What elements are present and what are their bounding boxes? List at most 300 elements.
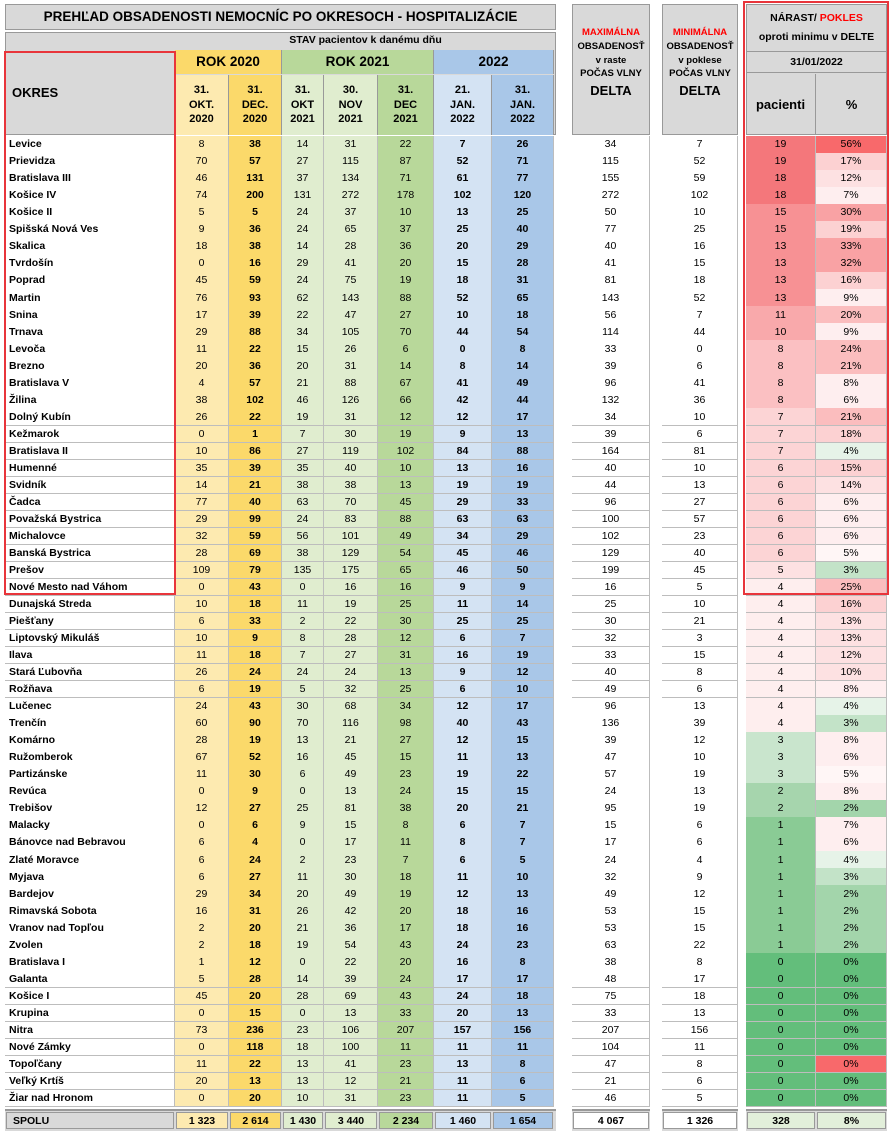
cell-value: 16%	[816, 596, 887, 614]
cell-value: 47	[572, 749, 650, 767]
cell-value: 39	[229, 460, 282, 478]
cell-value: 15%	[816, 460, 887, 478]
date-header-line: 31.	[294, 83, 311, 96]
cell-value: 21	[378, 1073, 434, 1091]
cell-value: 57	[229, 374, 282, 392]
cell-value: 7%	[816, 187, 887, 205]
cell-value: 11	[175, 647, 229, 665]
date-header	[378, 75, 434, 135]
cell-value: 7	[746, 443, 816, 461]
cell-value: 207	[572, 1022, 650, 1040]
cell-value: 21	[324, 732, 378, 750]
cell-value: 14	[492, 357, 554, 375]
cell-value: 15	[662, 647, 738, 665]
date-header-line: OKT.	[188, 98, 215, 111]
cell-value: 20	[282, 357, 324, 375]
cell-value: 54	[324, 936, 378, 954]
cell-value: 18	[434, 272, 492, 290]
cell-value: 75	[572, 988, 650, 1006]
cell-value: 156	[492, 1022, 554, 1040]
cell-value: 69	[324, 988, 378, 1006]
cell-value: 9	[492, 579, 554, 597]
cell-value: 49	[324, 766, 378, 784]
cell-value: 13	[434, 204, 492, 222]
cell-value: 18%	[816, 426, 887, 444]
cell-value: 1	[229, 426, 282, 444]
cell-value: 134	[324, 170, 378, 188]
cell-value: 12	[175, 800, 229, 818]
cell-value: 4	[746, 647, 816, 665]
year-header: ROK 2020	[175, 50, 282, 74]
cell-value: 12	[229, 953, 282, 971]
cell-value: 24	[378, 783, 434, 801]
cell-value: 18	[434, 902, 492, 920]
cell-value: 13	[492, 1005, 554, 1023]
min-header-l2: OBSADENOSŤ	[666, 40, 734, 52]
cell-value: 25	[572, 596, 650, 614]
cell-value: 52	[229, 749, 282, 767]
cell-value: 33	[378, 1005, 434, 1023]
cell-value: 41	[572, 255, 650, 273]
cell-value: 36	[229, 221, 282, 239]
cell-value: 104	[572, 1039, 650, 1057]
cell-value: 119	[324, 443, 378, 461]
cell-value: 8%	[816, 681, 887, 699]
cell-value: 44	[434, 323, 492, 341]
cell-value: 75	[324, 272, 378, 290]
cell-value: 63	[282, 494, 324, 512]
cell-value: 36	[229, 357, 282, 375]
cell-value: 56	[572, 306, 650, 324]
cell-value: 24	[572, 851, 650, 869]
total-value: 2 614	[230, 1112, 281, 1129]
cell-value: 30%	[816, 204, 887, 222]
cell-value: 15	[572, 817, 650, 835]
cell-value: 109	[175, 562, 229, 580]
district-name: Levice	[5, 136, 175, 154]
district-name: Levoča	[5, 340, 175, 358]
cell-value: 14	[282, 238, 324, 256]
cell-value: 19	[229, 681, 282, 699]
cell-value: 2	[282, 613, 324, 631]
cell-value: 12	[378, 630, 434, 648]
cell-value: 29	[492, 528, 554, 546]
total-value: 1 323	[176, 1112, 228, 1129]
district-name: Rožňava	[5, 681, 175, 699]
cell-value: 5%	[816, 766, 887, 784]
cell-value: 15	[378, 749, 434, 767]
cell-value: 29	[175, 511, 229, 529]
cell-value: 6	[662, 1073, 738, 1091]
cell-value: 36	[324, 919, 378, 937]
cell-value: 18	[229, 596, 282, 614]
cell-value: 115	[572, 153, 650, 171]
cell-value: 1	[746, 902, 816, 920]
cell-value: 13	[378, 664, 434, 682]
cell-value: 10	[378, 204, 434, 222]
cell-value: 11	[746, 306, 816, 324]
cell-value: 19	[434, 477, 492, 495]
district-name: Kežmarok	[5, 426, 175, 444]
cell-value: 25%	[816, 579, 887, 597]
cell-value: 33	[572, 647, 650, 665]
cell-value: 1	[746, 919, 816, 937]
cell-value: 0	[175, 579, 229, 597]
cell-value: 30	[229, 766, 282, 784]
cell-value: 23	[324, 851, 378, 869]
date-header-line: 2021	[338, 113, 363, 126]
cell-value: 24	[282, 272, 324, 290]
cell-value: 8	[662, 1056, 738, 1074]
district-name: Trnava	[5, 323, 175, 341]
district-name: Lučenec	[5, 698, 175, 716]
district-name: Partizánske	[5, 766, 175, 784]
cell-value: 6	[175, 868, 229, 886]
cell-value: 129	[572, 545, 650, 563]
district-name: Myjava	[5, 868, 175, 886]
cell-value: 28	[492, 255, 554, 273]
cell-value: 88	[229, 323, 282, 341]
cell-value: 0	[746, 1022, 816, 1040]
district-name: Zlaté Moravce	[5, 851, 175, 869]
cell-value: 44	[572, 477, 650, 495]
cell-value: 11	[434, 596, 492, 614]
cell-value: 34	[434, 528, 492, 546]
cell-value: 0%	[816, 1039, 887, 1057]
cell-value: 1	[746, 868, 816, 886]
cell-value: 0	[746, 1039, 816, 1057]
cell-value: 120	[492, 187, 554, 205]
cell-value: 4%	[816, 443, 887, 461]
cell-value: 23	[378, 1056, 434, 1074]
cell-value: 0	[282, 1005, 324, 1023]
cell-value: 38	[378, 800, 434, 818]
date-header-line: 2020	[189, 113, 214, 126]
cell-value: 2	[746, 783, 816, 801]
cell-value: 22	[324, 613, 378, 631]
cell-value: 157	[434, 1022, 492, 1040]
cell-value: 31	[492, 272, 554, 290]
cell-value: 90	[229, 715, 282, 733]
district-name: Brezno	[5, 357, 175, 375]
cell-value: 8	[746, 374, 816, 392]
cell-value: 0	[746, 1073, 816, 1091]
cell-value: 1	[175, 953, 229, 971]
cell-value: 24	[572, 783, 650, 801]
cell-value: 24	[282, 664, 324, 682]
cell-value: 9	[434, 426, 492, 444]
cell-value: 27	[229, 800, 282, 818]
cell-value: 207	[378, 1022, 434, 1040]
cell-value: 7	[662, 306, 738, 324]
cell-value: 43	[378, 988, 434, 1006]
total-value: 8%	[817, 1112, 886, 1129]
total-value: 4 067	[573, 1112, 649, 1129]
year-header: ROK 2021	[282, 50, 434, 74]
cell-value: 18	[662, 272, 738, 290]
cell-value: 10	[492, 681, 554, 699]
date-header-line: 31.	[247, 83, 263, 96]
cell-value: 102	[378, 443, 434, 461]
cell-value: 23	[282, 1022, 324, 1040]
cell-value: 81	[324, 800, 378, 818]
cell-value: 0	[175, 255, 229, 273]
cell-value: 19%	[816, 221, 887, 239]
date-header-line: 2022	[450, 113, 475, 126]
cell-value: 132	[572, 391, 650, 409]
cell-value: 13	[378, 477, 434, 495]
district-name: Banská Bystrica	[5, 545, 175, 563]
district-name: Vranov nad Topľou	[5, 919, 175, 937]
cell-value: 0	[175, 1090, 229, 1108]
cell-value: 2	[175, 936, 229, 954]
cell-value: 5	[175, 970, 229, 988]
cell-value: 79	[229, 562, 282, 580]
cell-value: 19	[662, 800, 738, 818]
cell-value: 96	[572, 698, 650, 716]
cell-value: 15	[662, 255, 738, 273]
cell-value: 32	[572, 868, 650, 886]
cell-value: 13	[662, 477, 738, 495]
district-name: Bardejov	[5, 885, 175, 903]
cell-value: 4	[746, 715, 816, 733]
cell-value: 3%	[816, 715, 887, 733]
cell-value: 105	[324, 323, 378, 341]
cell-value: 43	[229, 579, 282, 597]
cell-value: 13	[746, 272, 816, 290]
cell-value: 33	[229, 613, 282, 631]
cell-value: 21	[492, 800, 554, 818]
cell-value: 5%	[816, 545, 887, 563]
cell-value: 200	[229, 187, 282, 205]
cell-value: 16	[492, 460, 554, 478]
cell-value: 45	[434, 545, 492, 563]
cell-value: 21%	[816, 357, 887, 375]
cell-value: 25	[492, 613, 554, 631]
cell-value: 0	[175, 783, 229, 801]
cell-value: 99	[229, 511, 282, 529]
cell-value: 22	[229, 408, 282, 426]
cell-value: 0	[746, 988, 816, 1006]
cell-value: 57	[662, 511, 738, 529]
cell-value: 26	[175, 408, 229, 426]
cell-value: 39	[572, 357, 650, 375]
cell-value: 11	[175, 766, 229, 784]
cell-value: 45	[324, 749, 378, 767]
cell-value: 60	[175, 715, 229, 733]
cell-value: 11	[434, 1073, 492, 1091]
cell-value: 5	[175, 204, 229, 222]
cell-value: 20	[175, 1073, 229, 1091]
cell-value: 71	[378, 170, 434, 188]
district-name: Prievidza	[5, 153, 175, 171]
cell-value: 44	[492, 391, 554, 409]
cell-value: 6	[746, 460, 816, 478]
cell-value: 17	[434, 970, 492, 988]
cell-value: 9	[282, 817, 324, 835]
cell-value: 13%	[816, 630, 887, 648]
district-name: Košice II	[5, 204, 175, 222]
cell-value: 6	[746, 494, 816, 512]
cell-value: 45	[378, 494, 434, 512]
cell-value: 16	[229, 255, 282, 273]
cell-value: 4	[746, 613, 816, 631]
cell-value: 20	[434, 1005, 492, 1023]
cell-value: 6	[175, 681, 229, 699]
cell-value: 26	[175, 664, 229, 682]
cell-value: 14	[282, 970, 324, 988]
cell-value: 16	[378, 579, 434, 597]
cell-value: 0	[662, 340, 738, 358]
cell-value: 8	[492, 953, 554, 971]
cell-value: 8	[434, 834, 492, 852]
cell-value: 34	[572, 408, 650, 426]
cell-value: 38	[282, 477, 324, 495]
cell-value: 18	[746, 170, 816, 188]
cell-value: 26	[282, 902, 324, 920]
cell-value: 19	[229, 732, 282, 750]
cell-value: 41	[324, 1056, 378, 1074]
date-header	[492, 75, 554, 135]
cell-value: 28	[175, 545, 229, 563]
cell-value: 20	[378, 902, 434, 920]
cell-value: 18	[229, 936, 282, 954]
total-value: 3 440	[325, 1112, 377, 1129]
cell-value: 0	[282, 579, 324, 597]
cell-value: 17	[572, 834, 650, 852]
cell-value: 8	[662, 953, 738, 971]
cell-value: 31	[324, 408, 378, 426]
cell-value: 8	[282, 630, 324, 648]
cell-value: 14	[282, 136, 324, 154]
cell-value: 20	[229, 919, 282, 937]
cell-value: 6%	[816, 834, 887, 852]
cell-value: 14	[492, 596, 554, 614]
cell-value: 65	[378, 562, 434, 580]
cell-value: 6	[662, 681, 738, 699]
cell-value: 56	[282, 528, 324, 546]
cell-value: 32	[324, 681, 378, 699]
cell-value: 21%	[816, 408, 887, 426]
cell-value: 131	[229, 170, 282, 188]
cell-value: 25	[662, 221, 738, 239]
cell-value: 13	[229, 1073, 282, 1091]
max-header-l2: OBSADENOSŤ	[577, 40, 645, 52]
cell-value: 24	[229, 664, 282, 682]
cell-value: 68	[324, 698, 378, 716]
cell-value: 33	[572, 1005, 650, 1023]
cell-value: 12	[434, 698, 492, 716]
cell-value: 28	[229, 970, 282, 988]
cell-value: 31	[229, 902, 282, 920]
cell-value: 7	[282, 647, 324, 665]
cell-value: 6%	[816, 391, 887, 409]
cell-value: 100	[572, 511, 650, 529]
cell-value: 34	[378, 698, 434, 716]
cell-value: 10	[378, 460, 434, 478]
cell-value: 18	[492, 306, 554, 324]
cell-value: 13	[746, 238, 816, 256]
date-header	[324, 75, 378, 135]
cell-value: 6	[492, 1073, 554, 1091]
cell-value: 38	[229, 136, 282, 154]
cell-value: 40	[572, 460, 650, 478]
cell-value: 88	[378, 289, 434, 307]
cell-value: 129	[324, 545, 378, 563]
cell-value: 143	[324, 289, 378, 307]
cell-value: 4%	[816, 698, 887, 716]
cell-value: 24	[175, 698, 229, 716]
cell-value: 22	[229, 340, 282, 358]
cell-value: 2	[746, 800, 816, 818]
growth-header-decrease: POKLES	[816, 12, 863, 24]
cell-value: 2%	[816, 800, 887, 818]
cell-value: 17	[378, 919, 434, 937]
cell-value: 10	[746, 323, 816, 341]
cell-value: 8	[492, 1056, 554, 1074]
cell-value: 31	[324, 357, 378, 375]
cell-value: 35	[175, 460, 229, 478]
cell-value: 4	[175, 374, 229, 392]
cell-value: 28	[282, 988, 324, 1006]
cell-value: 15	[662, 902, 738, 920]
cell-value: 74	[175, 187, 229, 205]
cell-value: 30	[282, 698, 324, 716]
cell-value: 22	[662, 936, 738, 954]
cell-value: 15	[662, 919, 738, 937]
cell-value: 7	[746, 408, 816, 426]
cell-value: 27	[282, 443, 324, 461]
cell-value: 32%	[816, 255, 887, 273]
cell-value: 52	[662, 153, 738, 171]
cell-value: 18	[282, 1039, 324, 1057]
cell-value: 38	[175, 391, 229, 409]
cell-value: 1	[746, 885, 816, 903]
cell-value: 10	[662, 204, 738, 222]
cell-value: 21	[572, 1073, 650, 1091]
date-header-line: 2021	[290, 113, 315, 126]
cell-value: 65	[324, 221, 378, 239]
cell-value: 2%	[816, 885, 887, 903]
cell-value: 10%	[816, 664, 887, 682]
cell-value: 88	[324, 374, 378, 392]
cell-value: 17	[492, 970, 554, 988]
cell-value: 29	[175, 323, 229, 341]
cell-value: 25	[282, 800, 324, 818]
cell-value: 96	[572, 374, 650, 392]
date-header-line: DEC.	[241, 98, 269, 111]
cell-value: 19	[324, 596, 378, 614]
cell-value: 0%	[816, 1056, 887, 1074]
cell-value: 21	[662, 613, 738, 631]
cell-value: 0	[746, 1005, 816, 1023]
cell-value: 19	[492, 477, 554, 495]
max-header	[572, 26, 650, 101]
cell-value: 27	[378, 306, 434, 324]
cell-value: 11	[282, 596, 324, 614]
cell-value: 20	[434, 800, 492, 818]
cell-value: 23	[662, 528, 738, 546]
cell-value: 3%	[816, 562, 887, 580]
district-name: Čadca	[5, 494, 175, 512]
max-header-l4: POČAS VLNY	[580, 68, 642, 80]
district-name: Veľký Krtíš	[5, 1073, 175, 1091]
cell-value: 31	[378, 647, 434, 665]
cell-value: 10	[175, 630, 229, 648]
cell-value: 178	[378, 187, 434, 205]
cell-value: 31	[324, 1090, 378, 1108]
cell-value: 3	[746, 749, 816, 767]
